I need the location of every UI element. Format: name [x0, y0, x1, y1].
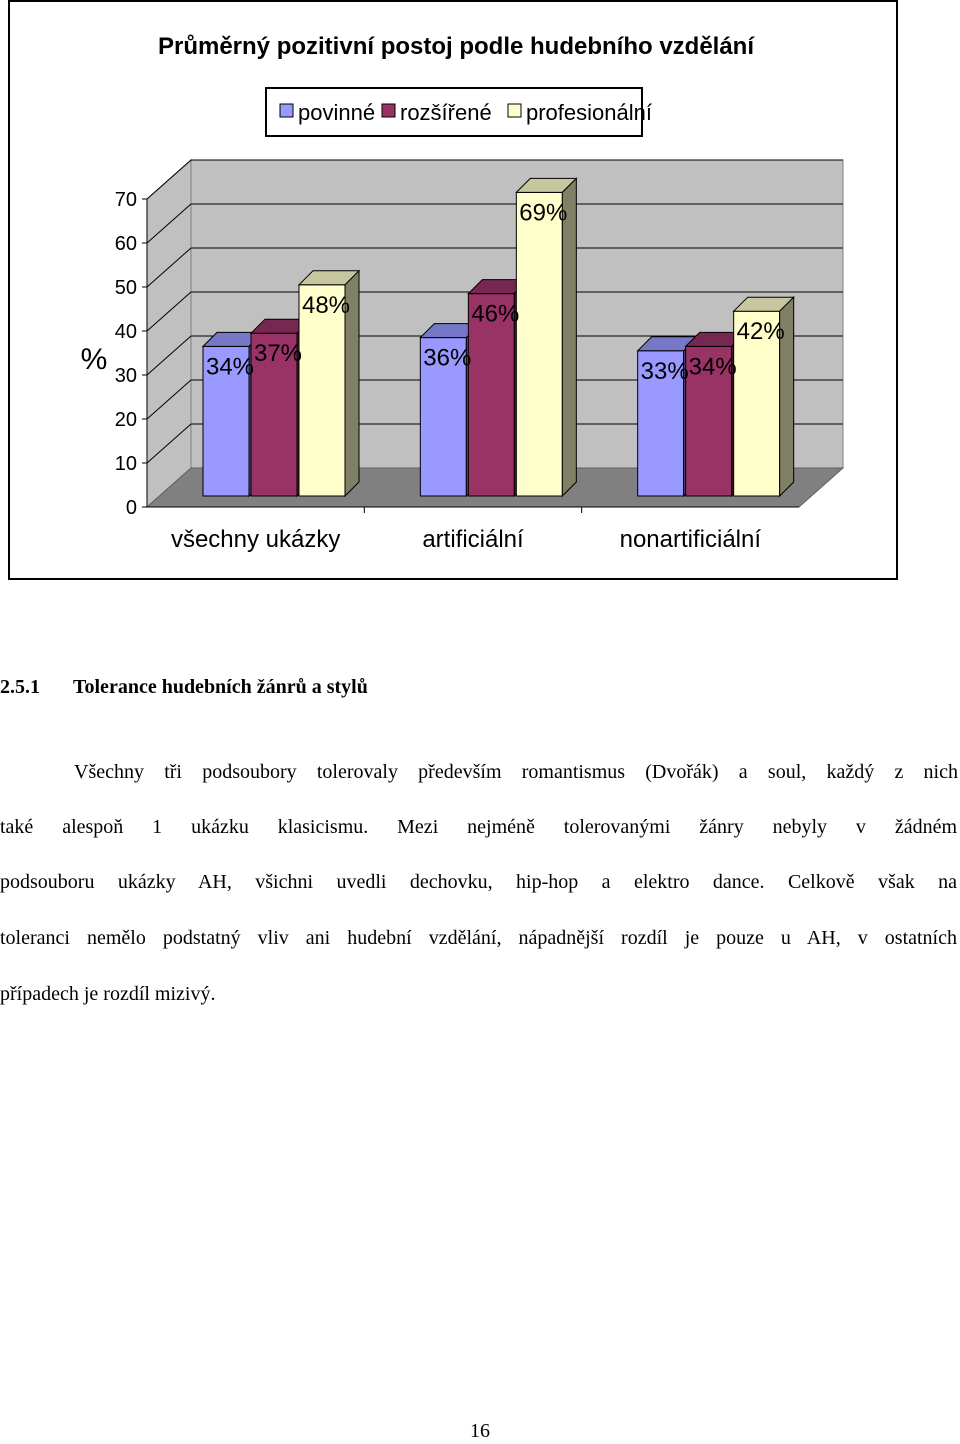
data-label-1-1: 34% [205, 353, 255, 381]
paragraph-line-1: Všechny tři podsoubory tolerovaly především romantismus (Dvořák) a soul, každý z nich [74, 761, 958, 783]
data-label-3-3: 42% [736, 318, 785, 346]
data-label-1-2: 36% [423, 344, 472, 372]
y-tick-label: 40 [114, 321, 137, 343]
legend-swatch-2 [382, 104, 395, 117]
y-tick-label: 70 [114, 189, 137, 211]
section-heading [0, 676, 368, 699]
paragraph-line-5: případech je rozdíl mizivý. [0, 983, 216, 1005]
legend-label-2: rozšířené [400, 100, 492, 125]
y-tick-label: 60 [114, 233, 137, 255]
page-number: 16 [470, 1420, 490, 1442]
chart-side-wall [147, 160, 191, 507]
y-tick-label: 0 [125, 497, 137, 519]
y-tick-label: 20 [114, 409, 137, 431]
legend-label-1: povinné [298, 100, 376, 125]
paragraph-line-2: také alespoň 1 ukázku klasicismu. Mezi nejméně tolerovanými žánry nebyly v žádném [0, 816, 957, 838]
y-tick-label: 30 [114, 365, 137, 387]
data-label-2-1: 37% [253, 340, 303, 368]
y-tick-label: 50 [114, 277, 137, 299]
data-label-1-3: 33% [640, 357, 689, 385]
x-tick-label: všechny ukázky [170, 526, 341, 553]
y-axis-label: % [80, 343, 108, 376]
x-tick-label: artificiální [422, 526, 524, 553]
paragraph-line-3: podsouboru ukázky AH, všichni uvedli dechovku, hip-hop a elektro dance. Celkově však na [0, 871, 957, 893]
bar-3-2 [516, 192, 562, 496]
x-tick-label: nonartificiální [619, 526, 762, 553]
section-title: Tolerance hudebních žánrů a stylů [73, 676, 368, 698]
data-label-3-2: 69% [519, 199, 568, 227]
data-label-2-3: 34% [688, 353, 737, 381]
legend-swatch-3 [508, 104, 521, 117]
chart-frame [8, 0, 898, 580]
section-number: 2.5.1 [0, 676, 40, 698]
data-label-2-2: 46% [471, 300, 520, 328]
bar-chart [10, 2, 896, 578]
chart-title: Průměrný pozitivní postoj podle hudebního vzdělání [157, 33, 755, 60]
legend-swatch-1 [280, 104, 293, 117]
legend-label-3: profesionální [526, 100, 652, 125]
paragraph-line-4: toleranci nemělo podstatný vliv ani hudební vzdělání, nápadnější rozdíl je pouze u AH, v ostatních [0, 927, 957, 949]
y-tick-label: 10 [114, 453, 137, 475]
data-label-3-1: 48% [301, 291, 351, 319]
